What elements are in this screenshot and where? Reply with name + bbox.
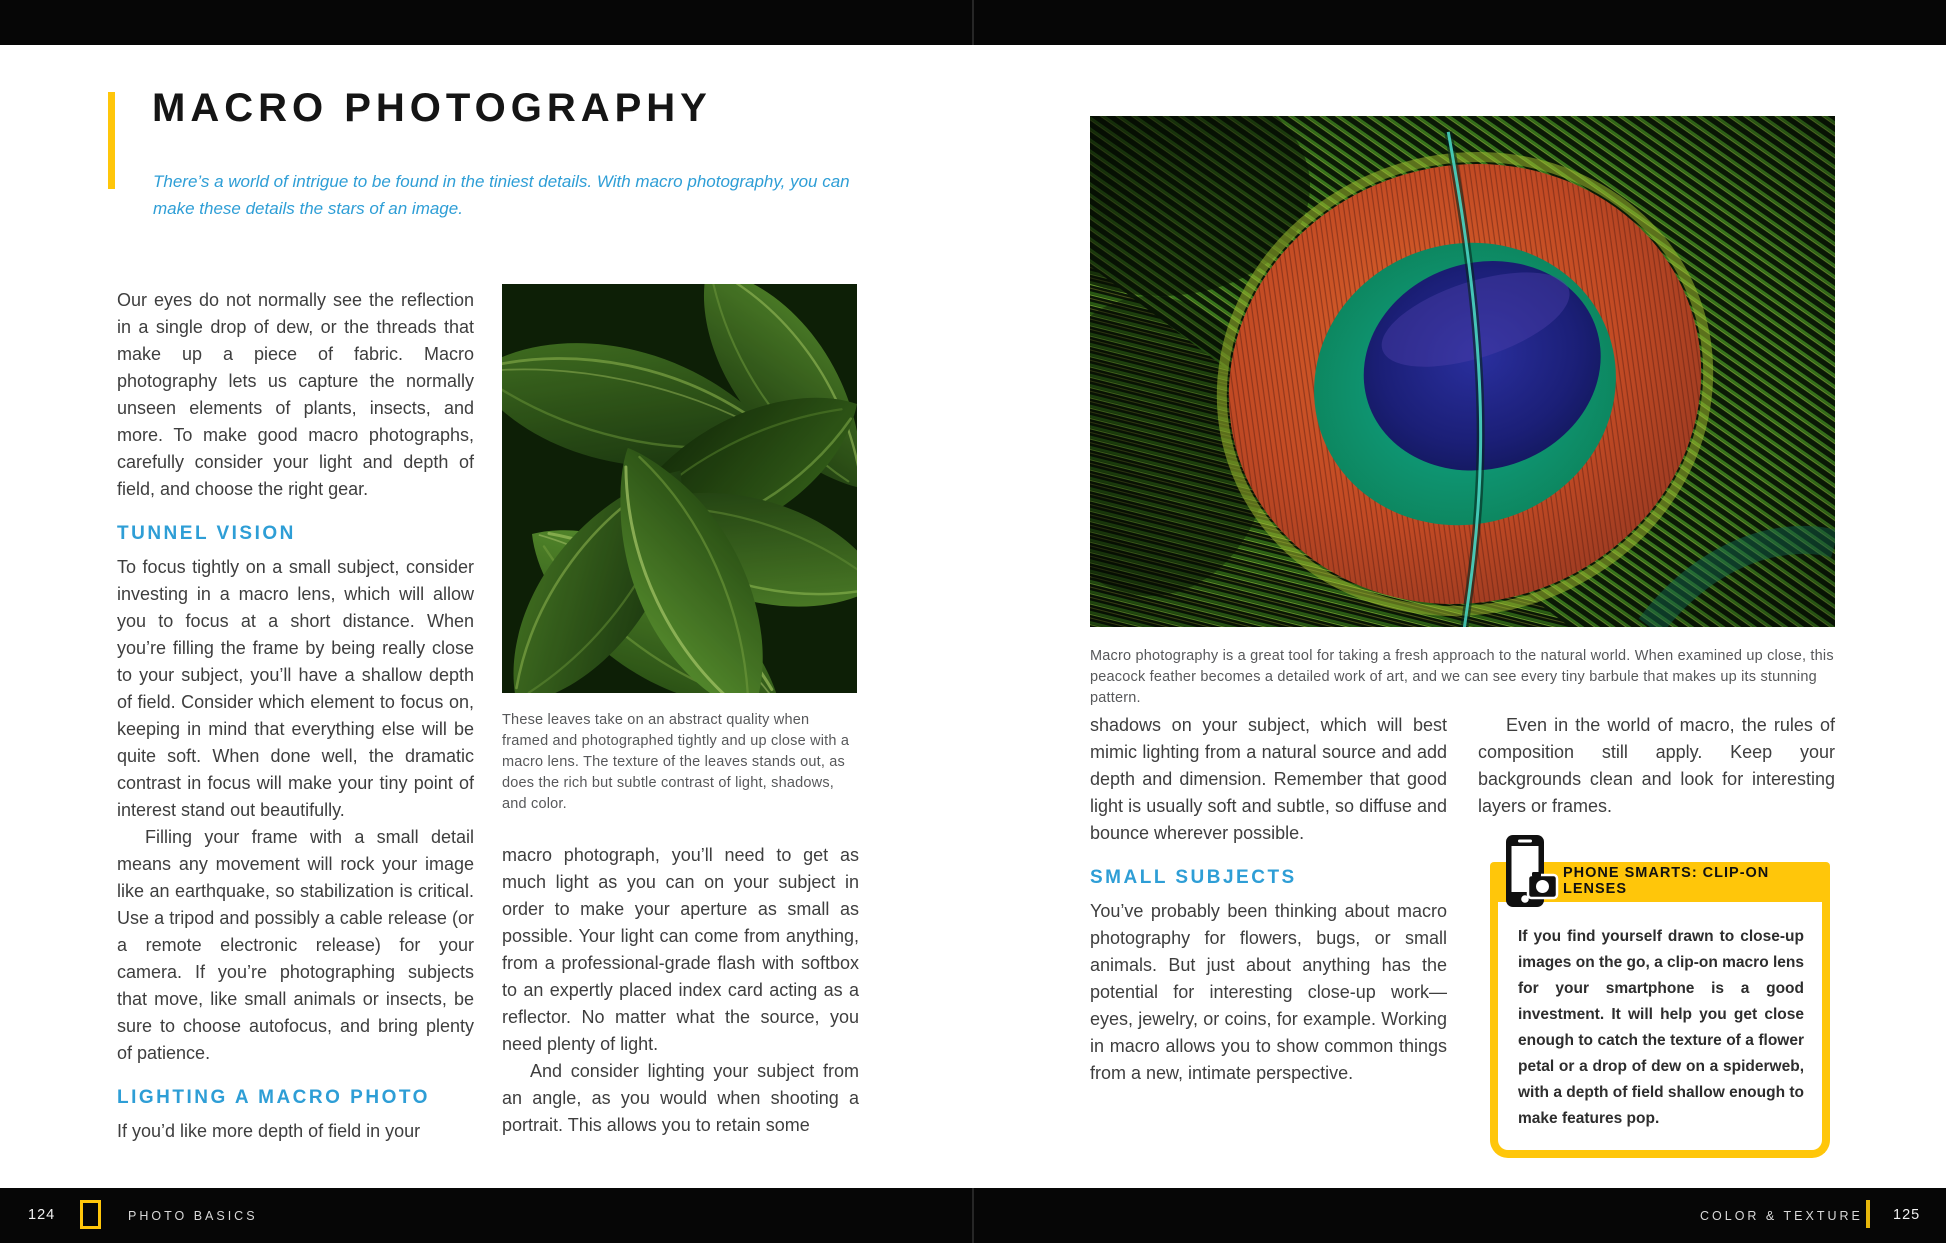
section-heading-lighting-a-macro-photo: LIGHTING A MACRO PHOTO	[117, 1087, 430, 1108]
lighting-paragraph-continued	[502, 842, 859, 1139]
page-fold-seam	[972, 0, 974, 45]
composition-paragraph: Even in the world of macro, the rules of composition still apply. Keep your backgrounds clean and look for interesting layers or frames.	[1478, 715, 1835, 816]
right-page-column-1	[1090, 712, 1447, 1087]
sidebar-body-text: If you find yourself drawn to close-up images on the go, a clip-on macro lens for your smartphone is a good investment. It will help you get close enough to catch the texture of a flower petal or a drop of dew on a spiderweb, with a depth of field shallow enough to make features pop.	[1518, 928, 1804, 1127]
small-subjects-paragraph: You’ve probably been thinking about macro photography for flowers, bugs, or small animals. But just about anything has the potential for interesting close-up work—eyes, jewelry, or coins, for example. Working in macro allows you to show common things from a new, intimate perspective.	[1090, 901, 1447, 1083]
intro-paragraph: Our eyes do not normally see the reflection in a single drop of dew, or the threads that make up a piece of fabric. Macro photography lets us capture the normally unseen elements of plants, insects, and more. To make good macro photographs, carefully consider your light and depth of field, and choose the right gear.	[117, 290, 474, 499]
lighting-paragraph-body: macro photograph, you’ll need to get as much light as you can on your subject in order to make your aperture as small as possible. Your light can come from anything, from a professional-grade flash with softbox to an expertly placed index card acting as a reflector. No matter what the source, you need plenty of light.	[502, 845, 859, 1054]
lighting-paragraph-start: If you’d like more depth of field in your	[117, 1121, 421, 1141]
tunnel-vision-paragraph-1: To focus tightly on a small subject, consider investing in a macro lens, which will allow you to focus at a short distance. When you’re filling the frame by being really close to your subject, you’ll have a shallow depth of field. Consider which element to focus on, keeping in mind that everything else will be quite soft. When done well, the dramatic contrast in focus will make your tiny point of interest stand out beautifully.	[117, 557, 474, 820]
left-page-column-2	[502, 693, 859, 1139]
footer-yellow-divider	[1866, 1200, 1870, 1228]
right-page-number: 125	[1893, 1207, 1921, 1223]
lighting-angle-paragraph: And consider lighting your subject from an angle, as you would when shooting a portrait. This allows you to retain some	[502, 1061, 859, 1135]
footer-section-label-right: COLOR & TEXTURE	[1700, 1209, 1863, 1223]
peacock-photo-caption: Macro photography is a great tool for taking a fresh approach to the natural world. When examined up close, this peacock feather becomes a detailed work of art, and we can see every tiny barbule that makes up its stunning pattern.	[1090, 648, 1834, 706]
tunnel-vision-paragraph-2: Filling your frame with a small detail means any movement will rock your image like an earthquake, so stabilization is critical. Use a tripod and possibly a cable release (or a remote electronic release) for your camera. If you’re photographing subjects that move, like small animals or insects, be sure to choose autofocus, and bring plenty of patience.	[117, 827, 474, 1063]
natgeo-rectangle-logo-icon	[80, 1200, 101, 1229]
left-page-number: 124	[28, 1207, 56, 1223]
footer-section-label-left: PHOTO BASICS	[128, 1209, 258, 1223]
page-subtitle	[153, 168, 853, 222]
macro-leaves-photo	[502, 284, 857, 693]
top-black-bar	[0, 0, 1946, 45]
subtitle-line-1: There’s a world of intrigue to be found in the tiniest details. With macro photography, you can	[153, 172, 850, 191]
leaves-photo-caption: These leaves take on an abstract quality when framed and photographed tightly and up close with a macro lens. The texture of the leaves stands out, as does the rich but subtle contrast of light, shadows, and color.	[502, 712, 850, 812]
sidebar-title: PHONE SMARTS: CLIP-ON LENSES	[1497, 862, 1823, 902]
section-heading-small-subjects: SMALL SUBJECTS	[1090, 867, 1297, 888]
page-title: MACRO PHOTOGRAPHY	[152, 86, 712, 130]
footer-bar	[0, 1188, 1946, 1243]
footer-fold-seam	[972, 1188, 974, 1243]
title-accent-bar	[108, 92, 115, 189]
peacock-feather-macro-photo	[1090, 116, 1835, 627]
smartphone-camera-icon	[1503, 833, 1559, 923]
section-heading-tunnel-vision: TUNNEL VISION	[117, 523, 296, 544]
right-page-column-2	[1478, 712, 1835, 820]
shadows-paragraph: shadows on your subject, which will best mimic lighting from a natural source and add depth and dimension. Remember that good light is usually soft and subtle, so diffuse and bounce wherever possible.	[1090, 715, 1447, 843]
left-page-column-1	[117, 287, 474, 1145]
subtitle-line-2: make these details the stars of an image.	[153, 199, 463, 218]
